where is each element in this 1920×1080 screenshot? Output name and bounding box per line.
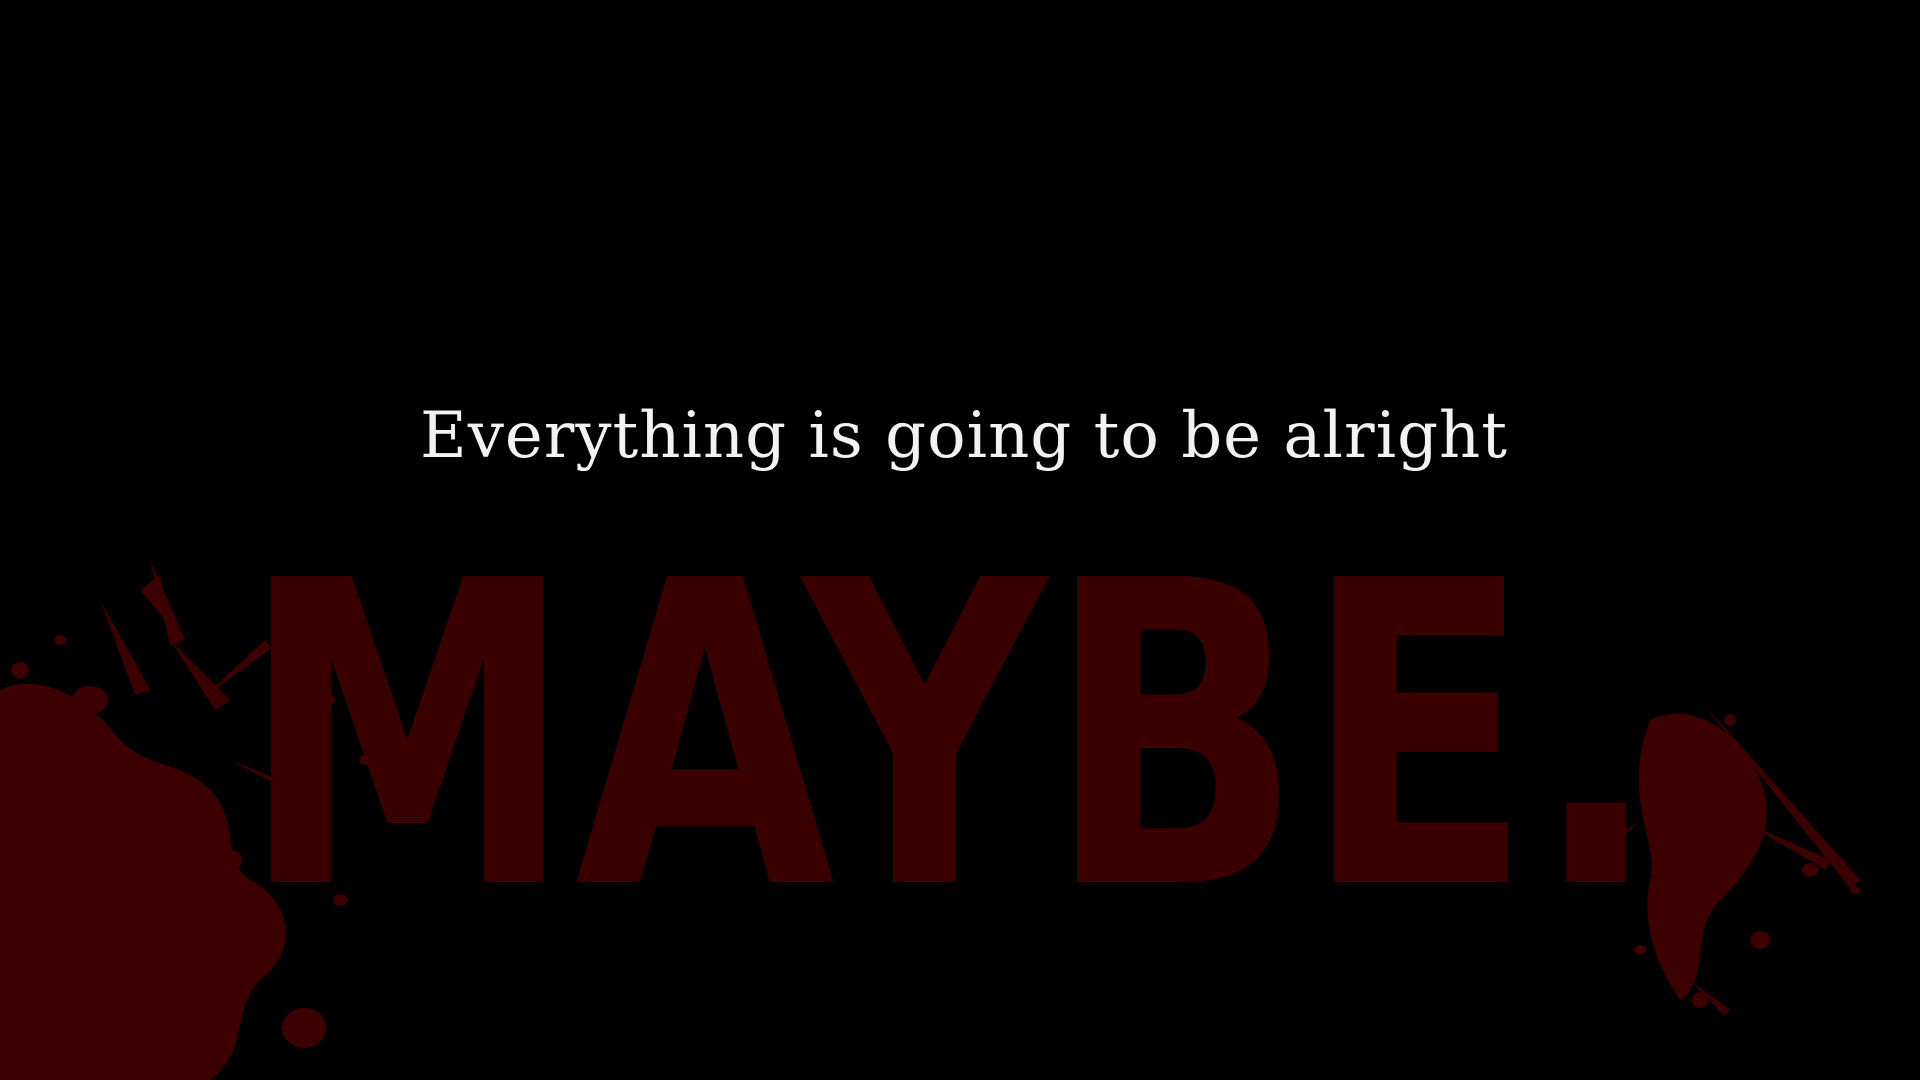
tagline-text: Everything is going to be alright bbox=[420, 399, 1508, 473]
headline-text: MAYBE. bbox=[240, 493, 1660, 982]
headline-word bbox=[240, 493, 1660, 982]
